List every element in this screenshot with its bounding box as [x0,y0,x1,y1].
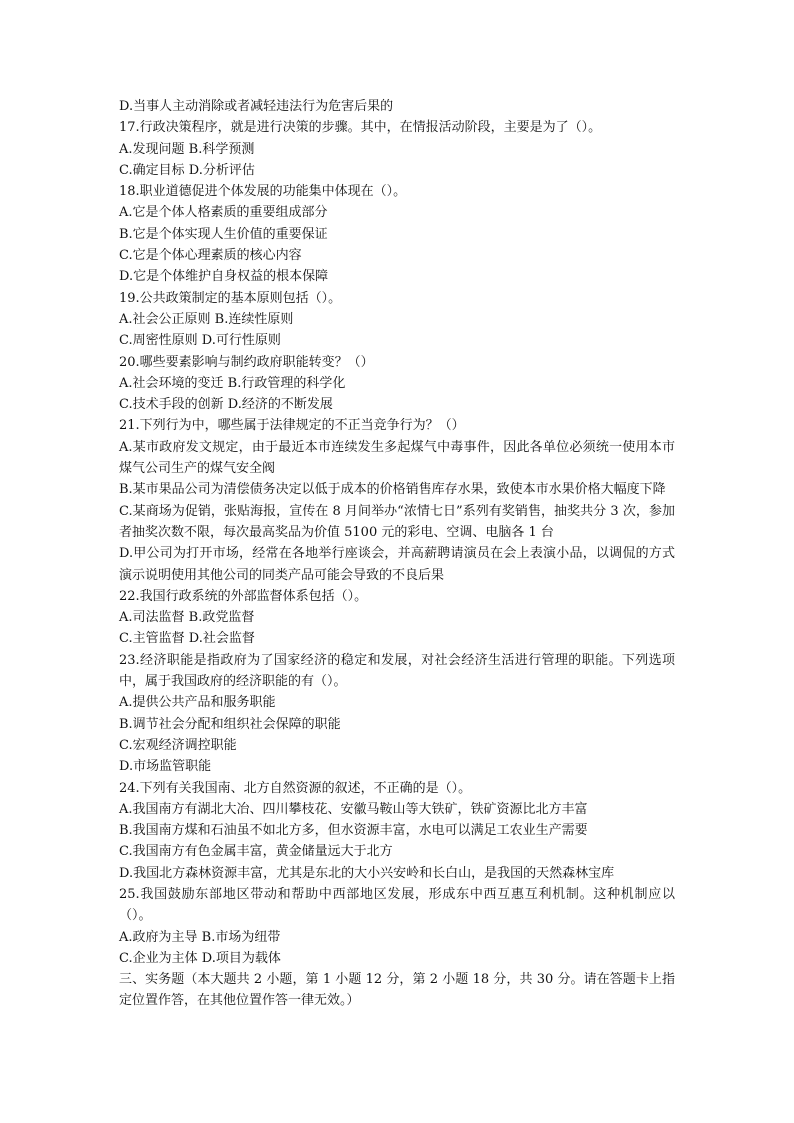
text-line: A.我国南方有湖北大冶、四川攀枝花、安徽马鞍山等大铁矿，铁矿资源比北方丰富 [119,801,588,817]
text-line: D.甲公司为打开市场，经常在各地举行座谈会，并高薪聘请演员在会上表演小品，以调侃的方式演示说明使用其他公司的同类产品可能会导致的不良后果 [119,546,675,583]
text-line: A.提供公共产品和服务职能 [119,695,276,711]
text-line: D.它是个体维护自身权益的根本保障 [119,269,329,285]
text-line: C.主管监督 D.社会监督 [119,631,255,647]
text-line: 21.下列行为中，哪些属于法律规定的不正当竞争行为？（） [119,418,465,434]
text-line: C.某商场为促销，张贴海报，宣传在 8 月间举办“浓情七日”系列有奖销售，抽奖共分 3 次，参加者抽奖次数不限，每次最高奖品为价值 5100 元的彩电、空调、电脑各 1 台 [119,503,675,540]
text-line: C.它是个体心理素质的核心内容 [119,248,302,264]
text-line: A.发现问题 B.科学预测 [119,141,255,157]
text-line: A.社会公正原则 B.连续性原则 [119,311,294,327]
text-line: C.确定目标 D.分析评估 [119,162,255,178]
text-line: A.社会环境的变迁 B.行政管理的科学化 [119,375,346,391]
text-line: 25.我国鼓励东部地区带动和帮助中西部地区发展，形成东中西互惠互利机制。这种机制应以（）。 [119,886,675,924]
text-line: C.周密性原则 D.可行性原则 [119,333,281,349]
document-body [119,96,675,1012]
text-line: 19.公共政策制定的基本原则包括（）。 [119,290,342,306]
text-line: 三、实务题（本大题共 2 小题，第 1 小题 12 分，第 2 小题 18 分，共 30 分。请在答题卡上指定位置作答，在其他位置作答一律无效。） [119,972,675,1009]
text-line: 24.下列有关我国南、北方自然资源的叙述，不正确的是（）。 [119,780,472,796]
text-line: C.企业为主体 D.项目为载体 [119,950,281,966]
text-line: D.市场监管职能 [119,759,212,775]
text-line: A.它是个体人格素质的重要组成部分 [119,205,328,221]
text-line: D.我国北方森林资源丰富，尤其是东北的大小兴安岭和长白山，是我国的天然森林宝库 [119,865,615,881]
text-line: 23.经济职能是指政府为了国家经济的稳定和发展，对社会经济生活进行管理的职能。下列选项中，属于我国政府的经济职能的有（）。 [119,652,675,690]
text-line: 18.职业道德促进个体发展的功能集中体现在（）。 [119,184,407,200]
text-line: B.调节社会分配和组织社会保障的职能 [119,716,341,732]
text-line: C.技术手段的创新 D.经济的不断发展 [119,397,333,413]
text-line: C.宏观经济调控职能 [119,737,237,753]
text-line: 22.我国行政系统的外部监督体系包括（）。 [119,588,368,604]
text-line: 20.哪些要素影响与制约政府职能转变？（） [119,354,374,370]
text-line: 17.行政决策程序，就是进行决策的步骤。其中，在情报活动阶段，主要是为了（）。 [119,120,602,136]
text-line: B.它是个体实现人生价值的重要保证 [119,226,328,242]
text-line: A.某市政府发文规定，由于最近本市连续发生多起煤气中毒事件，因此各单位必须统一使用本市煤气公司生产的煤气安全阀 [119,439,675,477]
text-line: B.某市果品公司为清偿债务决定以低于成本的价格销售库存水果，致使本市水果价格大幅度下降 [119,482,666,498]
text-line: C.我国南方有色金属丰富，黄金储量远大于北方 [119,844,393,860]
text-line: A.司法监督 B.政党监督 [119,610,255,626]
text-line: A.政府为主导 B.市场为纽带 [119,929,281,945]
text-line: D.当事人主动消除或者减轻违法行为危害后果的 [119,99,394,114]
text-line: B.我国南方煤和石油虽不如北方多，但水资源丰富，水电可以满足工农业生产需要 [119,823,588,839]
